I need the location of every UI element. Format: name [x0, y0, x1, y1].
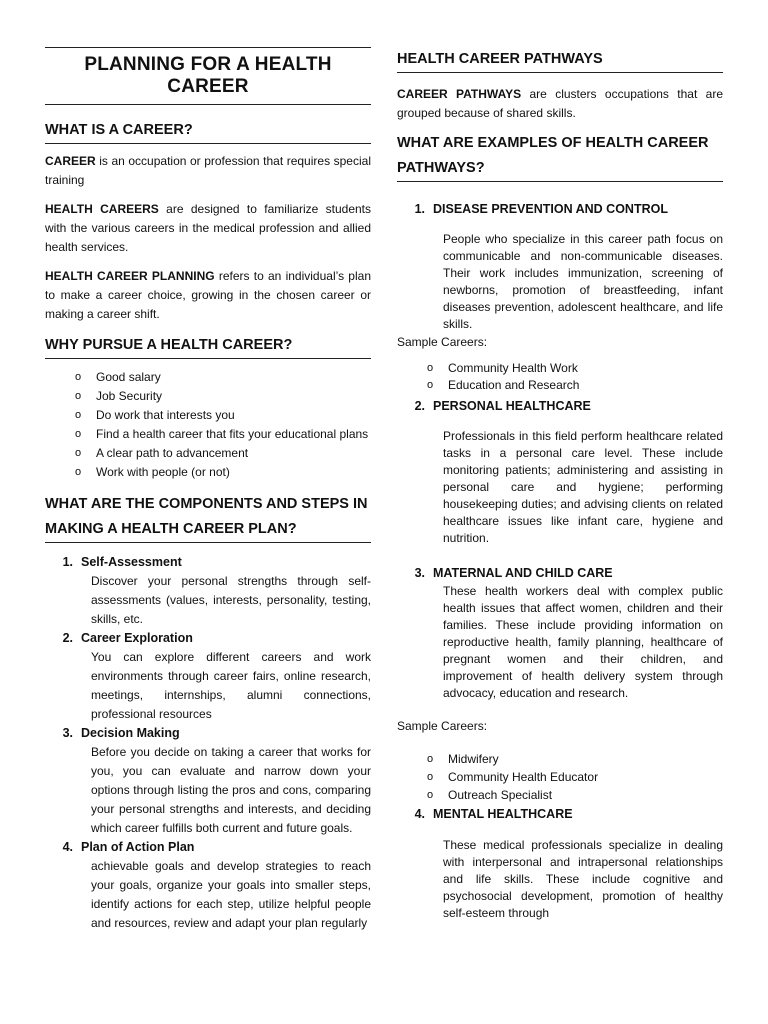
heading-career-pathways: HEALTH CAREER PATHWAYS [397, 46, 723, 73]
sample-careers-label: Sample Careers: [397, 719, 488, 733]
pathway-1: 1. DISEASE PREVENTION AND CONTROL People who specialize in this career path focus on communicable and non-communicable diseases. Their work includes immunization, screening of newborns, promotion of breastfeeding, infant diseases prevention, adolescent healthcare, and life skills. Sample Careers: o Community Health Work o Education and Research [397, 200, 723, 394]
list-item: o Community Health Work [397, 360, 723, 377]
pathway-title: MENTAL HEALTHCARE [433, 807, 573, 821]
step-title: Decision Making [81, 726, 180, 740]
para-career: CAREER is an occupation or profession that requires special training [45, 154, 371, 187]
step-title: Self-Assessment [81, 555, 182, 569]
sample-careers-label: Sample Careers: [397, 335, 488, 349]
heading-examples: WHAT ARE EXAMPLES OF HEALTH CAREER PATHWAYS? [397, 131, 723, 182]
step-1: 1. Self-Assessment Discover your personal strengths through self-assessments (values, interests, personality, testing, skills, etc. [45, 553, 371, 629]
list-item: o Do work that interests you [45, 406, 371, 425]
step-4: 4. Plan of Action Plan achievable goals and develop strategies to reach your goals, organize your goals into smaller steps, identify actions for each step, utilize helpful people and resources, review and adapt your plan regularly [45, 838, 371, 933]
pathway-text: People who specialize in this career path focus on communicable and non-communicable diseases. Their work includes immunization, screening of newborns, promotion of breastfeeding, infant diseases prevention, adolescent healthcare, and life skills. [443, 232, 723, 331]
step-title: Career Exploration [81, 631, 193, 645]
list-item: o Good salary [45, 368, 371, 387]
pathway-title: DISEASE PREVENTION AND CONTROL [433, 202, 668, 216]
step-title: Plan of Action Plan [81, 840, 195, 854]
step-text: You can explore different careers and work environments through career fairs, online research, meetings, internships, alumni connections, professional resources [91, 650, 371, 721]
heading-components: WHAT ARE THE COMPONENTS AND STEPS IN MAKING A HEALTH CAREER PLAN? [45, 492, 371, 543]
title-top-rule [45, 47, 371, 48]
pathway-3: 3. MATERNAL AND CHILD CARE These health workers deal with complex public health issues that affect women, children and their families. These include providing information on reproductive health, family planning, healthcare of pregnant women and their children, and improvement of health delivery system through advocacy, education and research. Sample Careers: o Midwifery o Community Health Educator o Outreach Specialist [397, 564, 723, 804]
page-title: PLANNING FOR A HEALTH CAREER [84, 54, 332, 97]
list-item: o Work with people (or not) [45, 463, 371, 482]
list-item: o A clear path to advancement [45, 444, 371, 463]
list-item: o Job Security [45, 387, 371, 406]
list-item: o Find a health career that fits your educational plans [45, 425, 371, 444]
sample-careers-list [397, 360, 723, 394]
sample-careers-list [397, 750, 723, 804]
left-column [45, 0, 371, 933]
why-list [45, 368, 371, 482]
step-text: achievable goals and develop strategies to reach your goals, organize your goals into smaller steps, identify actions for each step, utilize helpful people and resources, review and adapt your plan regularly [91, 859, 371, 930]
para-career-pathways: CAREER PATHWAYS are clusters occupations that are grouped because of shared skills. [397, 87, 723, 120]
heading-what-is-career: WHAT IS A CAREER? [45, 117, 371, 144]
list-item: o Community Health Educator [397, 768, 723, 786]
para-health-careers: HEALTH CAREERS are designed to familiarize students with the various careers in the medical profession and allied health services. [45, 202, 372, 254]
step-2: 2. Career Exploration You can explore different careers and work environments through career fairs, online research, meetings, internships, alumni connections, professional resources [45, 629, 371, 724]
step-3: 3. Decision Making Before you decide on taking a career that works for you, you can evaluate and narrow down your options through listing the pros and cons, comparing your personal strengths and interests, and deciding which career fulfills both current and future goals. [45, 724, 371, 838]
list-item: o Midwifery [397, 750, 723, 768]
step-text: Before you decide on taking a career that works for you, you can evaluate and narrow down your options through listing the pros and cons, comparing your personal strengths and interests, and deciding which career fulfills both current and future goals. [91, 745, 371, 835]
pathway-4: 4. MENTAL HEALTHCARE These medical professionals specialize in dealing with interpersonal and intrapersonal relationships and life skills. These include cognitive and psychosocial development, promotion of healthy self-esteem through [397, 805, 723, 922]
pathway-2: 2. PERSONAL HEALTHCARE Professionals in this field perform healthcare related tasks in a personal care level. These include monitoring patients; administering and assisting in personal care and hygiene; performing housekeeping duties; and advising clients on related healthcare issues like infant care, hygiene and nutrition. [397, 397, 723, 547]
list-item: o Education and Research [397, 377, 723, 394]
list-item: o Outreach Specialist [397, 786, 723, 804]
pathway-text: Professionals in this field perform healthcare related tasks in a personal care level. These include monitoring patients; administering and assisting in personal care and hygiene; performing housekeeping duties; and advising clients on related healthcare issues like infant care, hygiene and nutrition. [443, 429, 723, 545]
pathway-text: These medical professionals specialize in dealing with interpersonal and intrapersonal relationships and life skills. These include cognitive and psychosocial development, promotion of healthy self-esteem through [443, 838, 723, 920]
para-health-career-planning: HEALTH CAREER PLANNING refers to an individual’s plan to make a career choice, growing in the chosen career or making a career shift. [45, 269, 371, 321]
title-bottom-rule [45, 104, 371, 105]
heading-why-pursue: WHY PURSUE A HEALTH CAREER? [45, 332, 371, 359]
step-text: Discover your personal strengths through self-assessments (values, interests, personality, testing, skills, etc. [91, 574, 371, 626]
pathway-title: PERSONAL HEALTHCARE [433, 399, 591, 413]
pathway-title: MATERNAL AND CHILD CARE [433, 566, 613, 580]
right-column [397, 0, 723, 922]
pathway-text: These health workers deal with complex public health issues that affect women, children and their families. These include providing information on reproductive health, family planning, healthcare of pregnant women and their children, and improvement of health delivery system through advocacy, education and research. [443, 584, 723, 700]
